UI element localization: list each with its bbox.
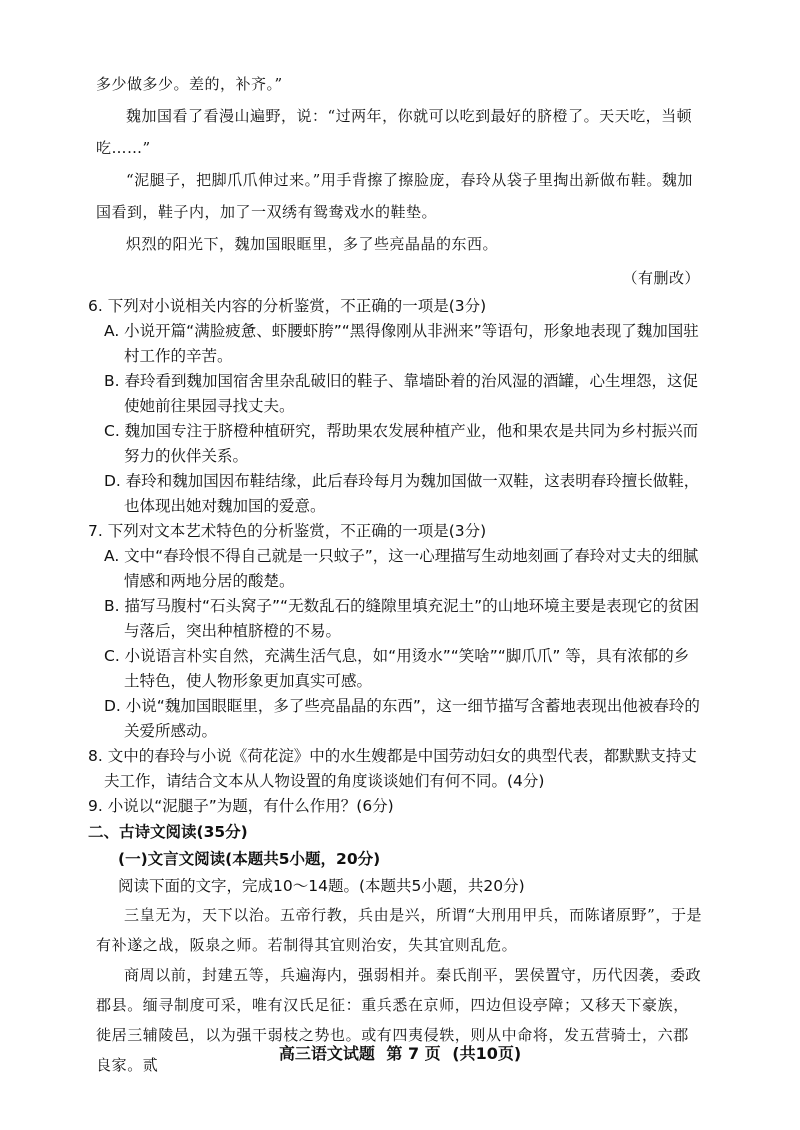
question-8 — [88, 744, 704, 794]
question-7 — [88, 519, 704, 744]
classical-paragraph-1: 三皇无为，天下以治。五帝行教，兵由是兴，所谓“大刑用甲兵，而陈诸原野”，于是有补遂之战，阪泉之师。若制得其宜则治安，失其宜则乱危。 — [96, 906, 703, 954]
question-9 — [88, 794, 704, 819]
question-stem: 6. 下列对小说相关内容的分析鉴赏，不正确的一项是(3分) — [88, 297, 487, 315]
question-stem: 9. 小说以“泥腿子”为题，有什么作用？(6分) — [88, 797, 394, 815]
option-b: B. 春玲看到魏加国宿舍里杂乱破旧的鞋子、靠墙卧着的治风湿的酒罐，心生埋怨，这促使她前往果园寻找丈夫。 — [104, 372, 698, 415]
abridged-note: （有删改） — [622, 269, 700, 287]
reading-instruction: 阅读下面的文字，完成10～14题。(本题共5小题，共20分) — [118, 877, 525, 895]
option-b: B. 描写马腹村“石头窝子”“无数乱石的缝隙里填充泥土”的山地环境主要是表现它的贫困与落后，突出种植脐橙的不易。 — [104, 597, 700, 640]
option-d: D. 春玲和魏加国因布鞋结缘，此后春玲每月为魏加国做一双鞋，这表明春玲擅长做鞋，也体现出她对魏加国的爱意。 — [104, 472, 700, 515]
option-a: A. 文中“春玲恨不得自己就是一只蚊子”，这一心理描写生动地刻画了春玲对丈夫的细腻情感和两地分居的酸楚。 — [104, 547, 699, 590]
question-stem: 8. 文中的春玲与小说《荷花淀》中的水生嫂都是中国劳动妇女的典型代表，都默默支持丈夫工作，请结合文本从人物设置的角度谈谈她们有何不同。(4分) — [88, 747, 697, 790]
story-paragraph-2: 魏加国看了看漫山遍野，说：“过两年，你就可以吃到最好的脐橙了。天天吃，当顿吃……” — [96, 107, 693, 157]
story-excerpt — [96, 68, 704, 294]
footer-total-pages: (共10页) — [452, 1044, 522, 1063]
question-stem: 7. 下列对文本艺术特色的分析鉴赏，不正确的一项是(3分) — [88, 522, 487, 540]
story-paragraph-1: 多少做多少。差的，补齐。” — [96, 75, 283, 93]
page-footer — [0, 1041, 800, 1064]
section-title: 二、古诗文阅读(35分) — [88, 823, 248, 841]
footer-page-number: 第 7 页 — [386, 1044, 441, 1063]
option-d: D. 小说“魏加国眼眶里，多了些亮晶晶的东西”，这一细节描写含蓄地表现出他被春玲的关爱所感动。 — [104, 697, 700, 740]
story-paragraph-3: “泥腿子，把脚爪爪伸过来。”用手背擦了擦脸庞，春玲从袋子里掏出新做布鞋。魏加国看到，鞋子内，加了一双绣有鸳鸯戏水的鞋垫。 — [96, 171, 693, 221]
story-paragraph-4: 炽烈的阳光下，魏加国眼眶里，多了些亮晶晶的东西。 — [126, 235, 499, 253]
option-a: A. 小说开篇“满脸疲惫、虾腰虾胯”“黑得像刚从非洲来”等语句，形象地表现了魏加国驻村工作的辛苦。 — [104, 322, 699, 365]
option-c: C. 魏加国专注于脐橙种植研究，帮助果农发展种植产业，他和果农是共同为乡村振兴而努力的伙伴关系。 — [104, 422, 699, 465]
option-c: C. 小说语言朴实自然，充满生活气息，如“用烫水”“笑啥”“脚爪爪” 等，具有浓郁的乡土特色，使人物形象更加真实可感。 — [104, 647, 690, 690]
footer-title: 高三语文试题 — [278, 1044, 375, 1063]
question-6 — [88, 294, 704, 519]
classical-paragraph-2: 商周以前，封建五等，兵遍海内，强弱相并。秦氏削平，罢侯置守，历代因袭，委政郡县。缅寻制度可采，唯有汉氏足征：重兵悉在京师，四边但设亭障；又移天下豪族，徙居三辅陵邑，以为强干弱枝之势也。或有四夷侵轶，则从中命将，发五营骑士，六郡良家。贰 — [96, 966, 702, 1074]
subsection-title: (一)文言文阅读(本题共5小题，20分) — [118, 850, 381, 868]
